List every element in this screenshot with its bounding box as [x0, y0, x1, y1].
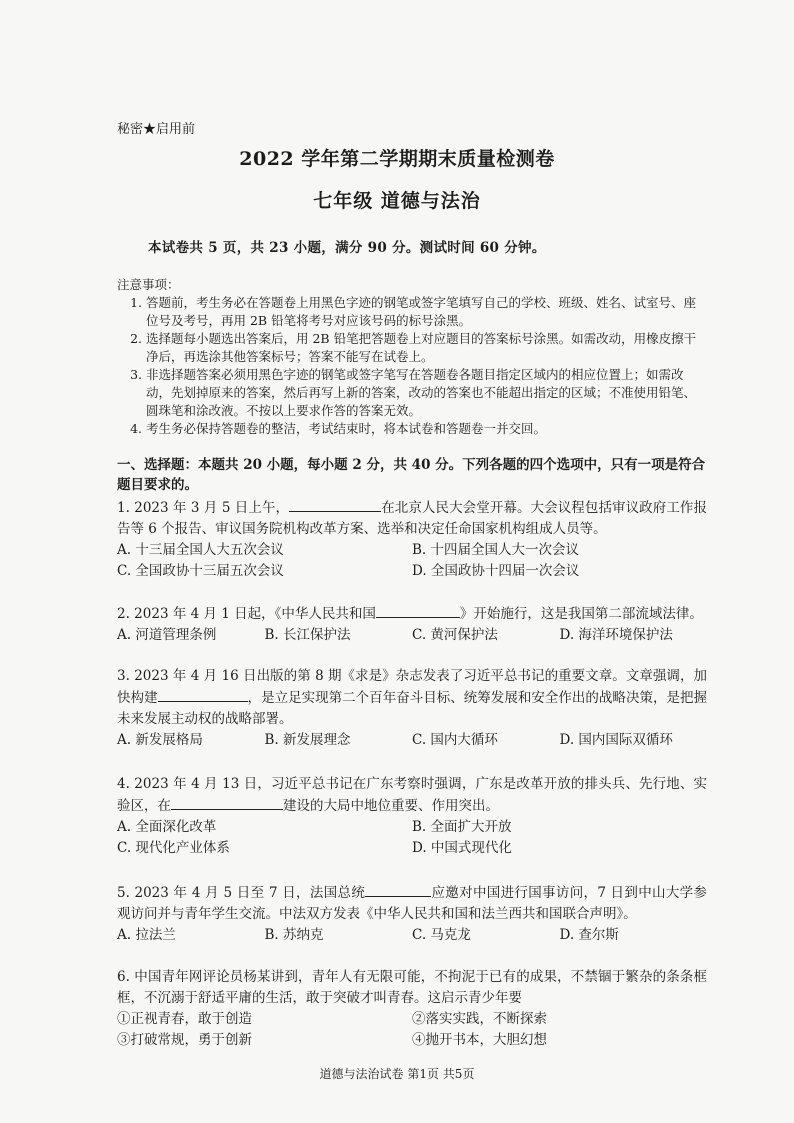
stem-text: 在北京人民大会堂开幕。大会议程包括审议政府工作报告等 6 个报告、审议国务院机构改革方案、选举和决定任命国家机构组成人员等。 [117, 500, 707, 537]
option-a: A. 十三届全国人大五次会议 [117, 542, 284, 558]
stem-text: 建设的大局中地位重要、作用突出。 [283, 798, 499, 814]
page-footer: 道德与法治试卷 第1页 共5页 [319, 1067, 475, 1081]
question-stem [117, 882, 707, 925]
options [117, 730, 707, 751]
option-b: B. 十四届全国人大一次会议 [412, 542, 580, 558]
notes-heading: 注意事项： [117, 277, 180, 292]
options [117, 625, 707, 646]
option-c: C. 马克龙 [412, 927, 471, 943]
options [117, 540, 707, 582]
note-number: 2. [130, 331, 142, 346]
option-d: D. 国内国际双循环 [559, 732, 673, 748]
question-stem [117, 497, 707, 540]
stem-text: 3. 2023 年 4 月 16 日出版的第 8 期《求是》杂志发表了习近平总书记的重要文章。文章强调，加快构建 [117, 668, 707, 706]
option-b: B. 苏纳克 [264, 927, 324, 943]
question-4 [117, 774, 707, 859]
stem-text: 2. 2023 年 4 月 1 日起，《中华人民共和国 [117, 606, 376, 622]
note-item [117, 330, 707, 366]
option-d: D. 查尔斯 [559, 927, 619, 943]
answer-blank [376, 603, 460, 618]
option-d: D. 中国式现代化 [412, 840, 512, 856]
notes-block [117, 276, 707, 438]
option-c: C. 全国政协十三届五次会议 [117, 563, 284, 579]
option-a: A. 新发展格局 [117, 732, 203, 748]
option-a: A. 拉法兰 [117, 927, 176, 943]
question-3 [117, 666, 707, 751]
note-number: 4. [130, 421, 142, 436]
question-stem [117, 967, 707, 1009]
option-c: C. 黄河保护法 [412, 627, 498, 643]
exam-subtitle: 七年级 道德与法治 [313, 190, 481, 212]
answer-blank [158, 687, 248, 702]
option-d: D. 海洋环境保护法 [559, 627, 673, 643]
question-5 [117, 882, 707, 946]
option-a: A. 全面深化改革 [117, 819, 217, 835]
stem-text: ，是立足实现第二个百年奋斗目标、统筹发展和安全作出的战略决策，是把握未来发展主动权的战略部署。 [117, 690, 708, 727]
note-number: 3. [130, 367, 142, 382]
statement-3: ③打破常规，勇于创新 [117, 1032, 252, 1048]
statement-4: ④抛开书本，大胆幻想 [412, 1032, 547, 1048]
option-b: B. 新发展理念 [264, 732, 351, 748]
question-stem [117, 603, 707, 625]
option-c: C. 现代化产业体系 [117, 840, 230, 856]
option-c: C. 国内大循环 [412, 732, 498, 748]
stem-text: 》开始施行，这是我国第二部流域法律。 [459, 606, 703, 622]
options [117, 925, 707, 946]
note-item [117, 294, 707, 330]
question-stem [117, 774, 707, 817]
option-d: D. 全国政协十四届一次会议 [412, 563, 580, 579]
question-1 [117, 497, 707, 582]
options [117, 1009, 707, 1051]
stem-text: 4. 2023 年 4 月 13 日，习近平总书记在广东考察时强调，广东是改革开放的排头兵、先行地、实验区，在 [117, 776, 707, 814]
option-a: A. 河道管理条例 [117, 627, 217, 643]
note-text: 选择题每小题选出答案后，用 2B 铅笔把答题卷上对应题目的答案标号涂黑。如需改动，用橡皮擦干净后，再选涂其他答案标号；答案不能写在试卷上。 [146, 331, 697, 364]
stem-text: 应邀对中国进行国事访问，7 日到中山大学参观访问并与青年学生交流。中法双方发表《中华人民共和国和法兰西共和国联合声明》。 [117, 885, 707, 922]
note-text: 答题前，考生务必在答题卷上用黑色字迹的钢笔或签字笔填写自己的学校、班级、姓名、试室号、座位号及考号，再用 2B 铅笔将考号对应该号码的标号涂黑。 [146, 295, 697, 328]
question-2 [117, 603, 707, 646]
exam-intro: 本试卷共 5 页，共 23 小题，满分 90 分。测试时间 60 分钟。 [148, 240, 546, 256]
answer-blank [171, 795, 283, 810]
statement-1: ①正视青春，敢于创造 [117, 1011, 252, 1027]
exam-title: 2022 学年第二学期期末质量检测卷 [239, 148, 555, 170]
confidential-label: 秘密★启用前 [117, 122, 196, 137]
note-item [117, 420, 707, 438]
section-heading: 一、选择题：本题共 20 小题，每小题 2 分，共 40 分。下列各题的四个选项中，只有一项是符合题目要求的。 [117, 457, 706, 493]
note-text: 考生务必保持答题卷的整洁，考试结束时，将本试卷和答题卷一并交回。 [146, 421, 547, 436]
note-item [117, 366, 707, 420]
option-b: B. 全面扩大开放 [412, 819, 512, 835]
statement-2: ②落实实践，不断探索 [412, 1011, 547, 1027]
question-6 [117, 967, 707, 1051]
stem-text: 6. 中国青年网评论员杨某讲到，青年人有无限可能，不拘泥于已有的成果，不禁锢于繁杂的条条框框，不沉溺于舒适平庸的生活，敢于突破才叫青春。这启示青少年要 [117, 969, 707, 1006]
answer-blank [289, 497, 381, 512]
note-number: 1. [130, 295, 142, 310]
option-b: B. 长江保护法 [264, 627, 351, 643]
stem-text: 5. 2023 年 4 月 5 日至 7 日，法国总统 [117, 885, 366, 901]
question-stem [117, 666, 707, 730]
options [117, 817, 707, 859]
note-text: 非选择题答案必须用黑色字迹的钢笔或签字笔写在答题卷各题目指定区域内的相应位置上；如需改动，先划掉原来的答案，然后再写上新的答案，改动的答案也不能超出指定的区域；不准使用铅笔、圆珠笔和涂改液。不按以上要求作答的答案无效。 [146, 367, 697, 418]
answer-blank [365, 882, 431, 897]
stem-text: 1. 2023 年 3 月 5 日上午， [117, 500, 290, 516]
